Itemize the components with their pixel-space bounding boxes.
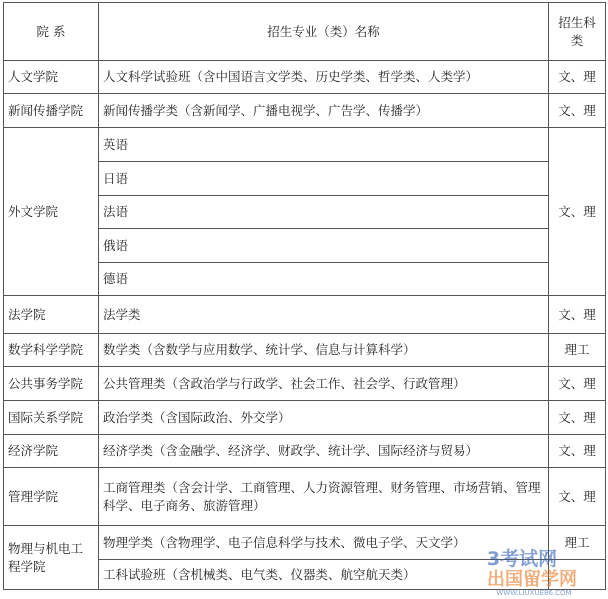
watermark-text-main: 出国留学网 <box>487 569 577 590</box>
table-row <box>4 367 606 401</box>
major-cell: 经济学类（含金融学、经济学、财政学、统计学、国际经济与贸易） <box>99 435 549 468</box>
subject-cell: 文、理 <box>549 296 606 334</box>
major-cell: 数学类（含数学与应用数学、统计学、信息与计算科学） <box>99 334 549 367</box>
watermark-text-top: 3考试网 <box>486 548 558 570</box>
major-cell: 新闻传播学类（含新闻学、广播电视学、广告学、传播学） <box>99 94 549 128</box>
admissions-table <box>3 2 606 590</box>
dept-cell: 经济学院 <box>4 435 99 468</box>
subject-cell: 文、理 <box>549 128 606 296</box>
subject-cell: 文、理 <box>549 94 606 128</box>
subject-cell: 理工 <box>549 526 606 560</box>
table-row <box>4 128 606 162</box>
dept-cell: 管理学院 <box>4 468 99 526</box>
dept-cell: 法学院 <box>4 296 99 334</box>
major-cell: 政治学类（含国际政治、外交学） <box>99 401 549 435</box>
major-cell: 物理学类（含物理学、电子信息科学与技术、微电子学、天文学） <box>99 526 549 560</box>
major-cell: 德语 <box>99 263 549 296</box>
table-row <box>4 435 606 468</box>
subject-cell: 文、理 <box>549 367 606 401</box>
dept-cell: 外文学院 <box>4 128 99 296</box>
major-cell: 英语 <box>99 128 549 162</box>
major-cell: 公共管理类（含政治学与行政学、社会工作、社会学、行政管理） <box>99 367 549 401</box>
dept-cell: 数学科学学院 <box>4 334 99 367</box>
table-row <box>4 296 606 334</box>
subject-cell: 文、理 <box>549 435 606 468</box>
dept-cell: 物理与机电工程学院 <box>4 526 99 590</box>
major-cell: 俄语 <box>99 229 549 263</box>
dept-cell: 人文学院 <box>4 61 99 94</box>
watermark-url: WWW.LIUXUE86.COM <box>496 589 572 597</box>
table-row <box>4 61 606 94</box>
table-header-row <box>4 3 606 61</box>
major-cell: 工科试验班（含机械类、电气类、仪器类、航空航天类） <box>99 560 549 590</box>
subject-cell: 文、理 <box>549 61 606 94</box>
major-cell: 日语 <box>99 162 549 196</box>
header-subject: 招生科类 <box>549 3 606 61</box>
header-dept: 院 系 <box>4 3 99 61</box>
subject-cell: 文、理 <box>549 468 606 526</box>
table-row <box>4 468 606 526</box>
subject-cell: 理工 <box>549 334 606 367</box>
site-watermark-logo <box>450 545 600 597</box>
major-cell: 人文科学试验班（含中国语言文学类、历史学类、哲学类、人类学） <box>99 61 549 94</box>
major-cell: 工商管理类（含会计学、工商管理、人力资源管理、财务管理、市场营销、管理科学、电子商务、旅游管理） <box>99 468 549 526</box>
table-row <box>4 401 606 435</box>
table-row <box>4 94 606 128</box>
table-row <box>4 334 606 367</box>
dept-cell: 公共事务学院 <box>4 367 99 401</box>
major-cell: 法语 <box>99 196 549 229</box>
dept-cell: 国际关系学院 <box>4 401 99 435</box>
subject-cell: 文、理 <box>549 401 606 435</box>
header-major: 招生专业（类）名称 <box>99 3 549 61</box>
major-cell: 法学类 <box>99 296 549 334</box>
dept-cell: 新闻传播学院 <box>4 94 99 128</box>
